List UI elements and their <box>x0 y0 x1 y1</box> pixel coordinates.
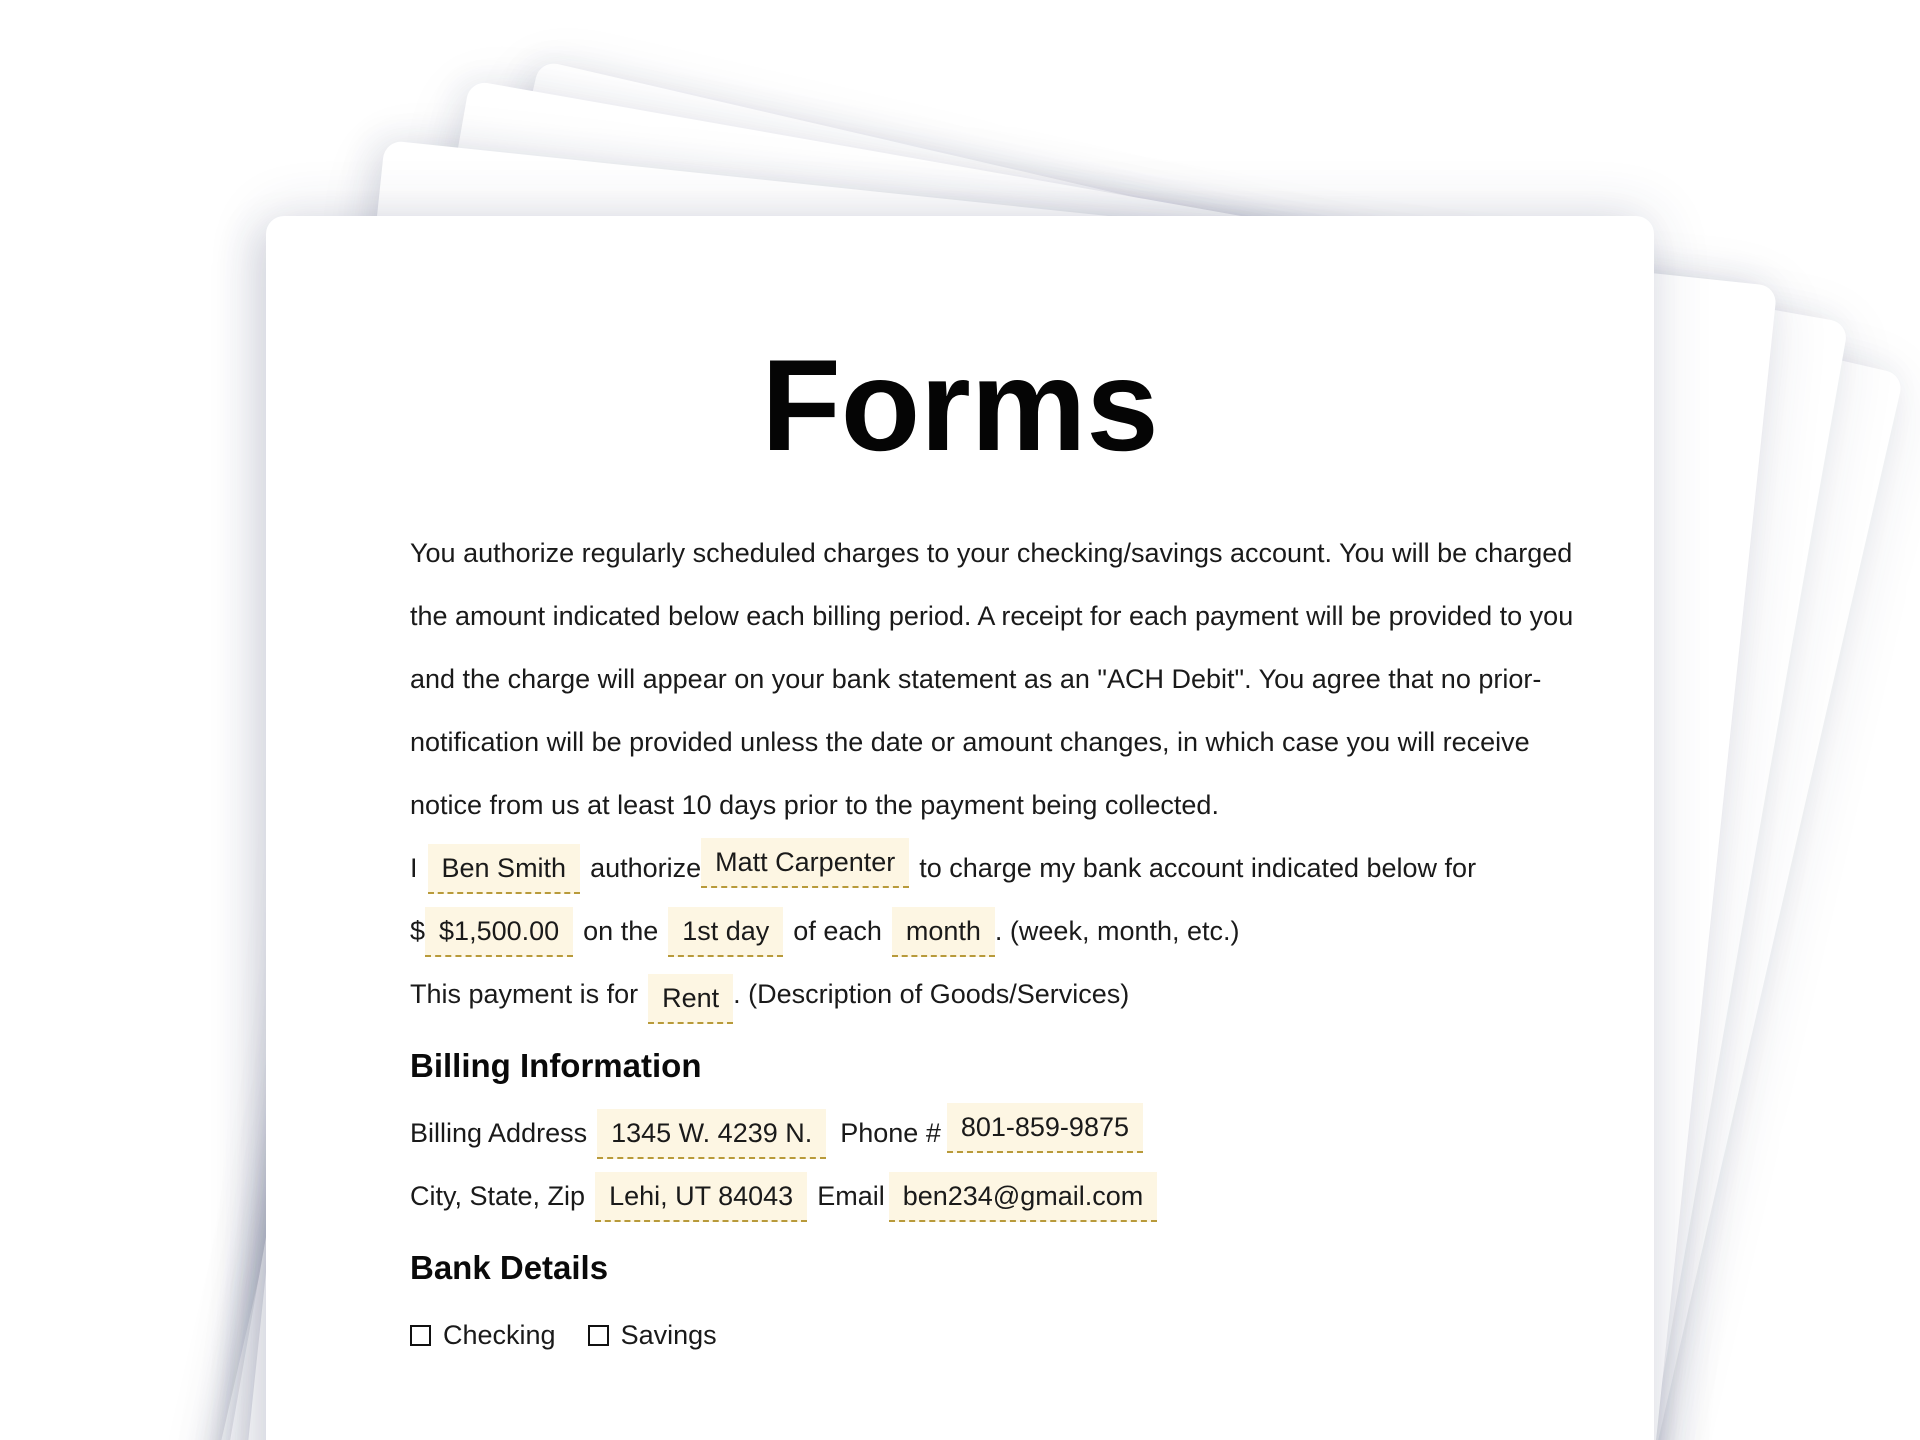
authorize-text: authorize <box>590 853 702 883</box>
currency-symbol: $ <box>410 916 426 946</box>
intro-paragraph: You authorize regularly scheduled charges to your checking/savings account. You will be charged the amount indicated below each billing period. A receipt for each payment will be provided to you and the charge will appear on your bank statement as an "ACH Debit". You agree that no prior-notification will be provided unless the date or amount changes, in which case you will receive notice from us at least 10 days prior to the payment being collected. <box>410 538 1574 820</box>
billing-address-label: Billing Address <box>410 1118 588 1148</box>
of-each-text: of each <box>793 916 882 946</box>
account-type-line <box>410 1304 1590 1367</box>
phone-label: Phone # <box>840 1118 941 1148</box>
authorization-line <box>410 837 1590 900</box>
billing-heading: Billing Information <box>410 1047 702 1084</box>
on-the-text: on the <box>583 916 659 946</box>
savings-option[interactable] <box>588 1320 717 1351</box>
amount-field[interactable]: $1,500.00 <box>425 907 573 957</box>
savings-label: Savings <box>620 1320 717 1350</box>
billing-address-line <box>410 1102 1590 1165</box>
savings-checkbox[interactable] <box>588 1325 609 1346</box>
period-hint: . (week, month, etc.) <box>994 916 1240 946</box>
email-field[interactable]: ben234@gmail.com <box>889 1172 1158 1222</box>
bank-heading: Bank Details <box>410 1249 609 1286</box>
city-label: City, State, Zip <box>410 1181 586 1211</box>
payee-name-field[interactable]: Matt Carpenter <box>701 838 909 888</box>
period-field[interactable]: month <box>892 907 995 957</box>
payer-name-field[interactable]: Ben Smith <box>428 844 581 894</box>
city-field[interactable]: Lehi, UT 84043 <box>595 1172 807 1222</box>
description-hint: . (Description of Goods/Services) <box>733 979 1130 1009</box>
description-line <box>410 963 1590 1026</box>
authorization-prefix: I <box>410 853 418 883</box>
payment-for-text: This payment is for <box>410 979 639 1009</box>
page-title: Forms <box>761 332 1159 478</box>
authorization-suffix: to charge my bank account indicated below for <box>919 853 1477 883</box>
checking-option[interactable] <box>410 1320 556 1351</box>
checking-checkbox[interactable] <box>410 1325 431 1346</box>
phone-field[interactable]: 801-859-9875 <box>947 1103 1143 1153</box>
email-label: Email <box>817 1181 885 1211</box>
billing-address-field[interactable]: 1345 W. 4239 N. <box>597 1109 826 1159</box>
form-content <box>410 522 1590 1367</box>
day-field[interactable]: 1st day <box>668 907 783 957</box>
description-field[interactable]: Rent <box>648 974 733 1024</box>
amount-line <box>410 900 1590 963</box>
city-email-line <box>410 1165 1590 1228</box>
checking-label: Checking <box>443 1320 556 1350</box>
